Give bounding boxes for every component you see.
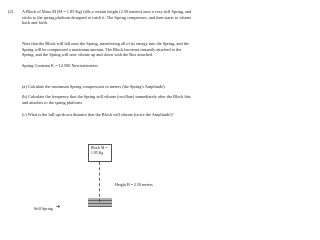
- subquestion-c: (c) What is the full up+down distance that the Block will vibrate (twice the Amplitude)?: [22, 112, 174, 117]
- block-mass-value: 1.85 Kg: [91, 150, 104, 155]
- stiff-spring-label: Stiff Spring: [34, 206, 53, 211]
- arrow-right-icon: ➔: [56, 205, 61, 210]
- subquestion-a: (a) Calculate the maximum Spring compression in meters (the Spring's Amplitude).: [22, 84, 166, 89]
- block-mass-box: [88, 144, 112, 162]
- question-number: (2): [8, 9, 14, 14]
- spring-constant-text: Spring Constant K = 12,500 Newton/meters: [22, 63, 98, 68]
- subquestion-b: (b) Calculate the frequency that the Spring will vibrate (oscillate) immediately after the Block hits and attaches to the spring platform.: [22, 94, 191, 105]
- problem-detail-text: Note that the Block will fall onto the Spring, transferring all of its energy into the Spring, and the Spring will be compressed a maximum amount. The Block becomes instantly attached to the Spring, and the Spring will now vibrate up and down with the Box attached.: [22, 41, 189, 58]
- problem-intro-text: A Block of Mass M (M = 1.85 Kg) falls a certain height (2.50 meters) onto a very stiff Spring, and sticks to the spring platform designed to catch it. The Spring compresses, and then starts to vibrate back and forth.: [22, 9, 192, 26]
- height-label: Height H = 2.50 meters: [115, 182, 153, 187]
- block-mass-label: Block M =: [91, 146, 108, 150]
- spring-icon: [86, 198, 114, 208]
- height-dashed-line: [99, 162, 100, 202]
